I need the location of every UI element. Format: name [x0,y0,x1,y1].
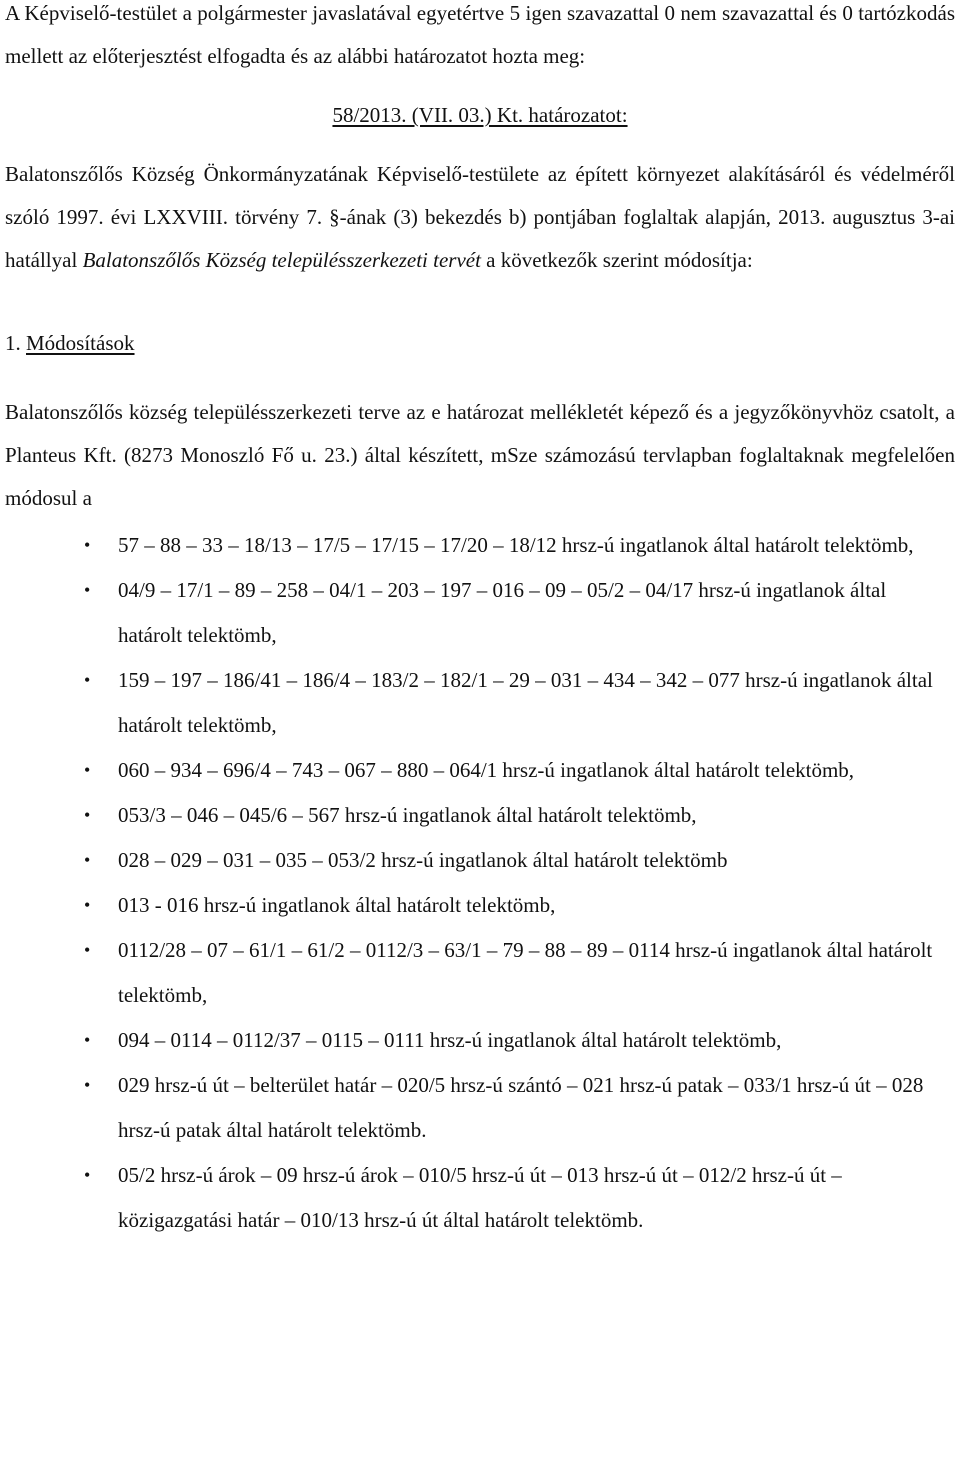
document-page [5,0,955,1243]
resolution-body-italic: Balatonszőlős Község településszerkezeti tervét [82,248,481,272]
list-item-text: 013 - 016 hrsz-ú ingatlanok által határolt telektömb, [118,893,556,917]
resolution-body-part2: a következők szerint módosítja: [480,248,753,272]
list-item [5,658,955,748]
bullet-icon: • [84,580,91,600]
bullet-icon: • [84,850,91,870]
bullet-icon: • [84,670,91,690]
bullet-icon: • [84,1030,91,1050]
bullet-icon: • [84,940,91,960]
list-item-text: 05/2 hrsz-ú árok – 09 hrsz-ú árok – 010/5 hrsz-ú út – 013 hrsz-ú út – 012/2 hrsz-ú út – közigazgatási határ – 010/13 hrsz-ú út által határolt telektömb. [118,1163,842,1232]
list-item [5,928,955,1018]
list-item [5,1153,955,1243]
list-item [5,883,955,928]
list-item-text: 094 – 0114 – 0112/37 – 0115 – 0111 hrsz-ú ingatlanok által határolt telektömb, [118,1028,782,1052]
list-item-text: 029 hrsz-ú út – belterület határ – 020/5 hrsz-ú szántó – 021 hrsz-ú patak – 033/1 hrsz-ú út – 028 hrsz-ú patak által határolt telektömb. [118,1073,924,1142]
bullet-icon: • [84,895,91,915]
list-item [5,1018,955,1063]
list-item [5,1063,955,1153]
list-item-text: 0112/28 – 07 – 61/1 – 61/2 – 0112/3 – 63/1 – 79 – 88 – 89 – 0114 hrsz-ú ingatlanok által határolt telektömb, [118,938,933,1007]
list-item-text: 57 – 88 – 33 – 18/13 – 17/5 – 17/15 – 17/20 – 18/12 hrsz-ú ingatlanok által határolt telektömb, [118,533,914,557]
list-item-text: 060 – 934 – 696/4 – 743 – 067 – 880 – 064/1 hrsz-ú ingatlanok által határolt telektömb, [118,758,855,782]
section-label: Módosítások [26,331,135,355]
list-item [5,568,955,658]
list-item-text: 159 – 197 – 186/41 – 186/4 – 183/2 – 182/1 – 29 – 031 – 434 – 342 – 077 hrsz-ú ingatlanok által határolt telektömb, [118,668,933,737]
intro-paragraph: A Képviselő-testület a polgármester javaslatával egyetértve 5 igen szavazattal 0 nem szavazattal és 0 tartózkodás mellett az előterjesztést elfogadta és az alábbi határozatot hozta meg: [5,1,955,68]
list-item [5,838,955,883]
list-item [5,523,955,568]
bullet-icon: • [84,760,91,780]
resolution-title: 58/2013. (VII. 03.) Kt. határozatot: [332,103,628,127]
section-number: 1. [5,331,21,355]
bullet-icon: • [84,1075,91,1095]
bullet-icon: • [84,1165,91,1185]
list-item-text: 028 – 029 – 031 – 035 – 053/2 hrsz-ú ingatlanok által határolt telektömb [118,848,728,872]
plot-list [5,523,955,1243]
bullet-icon: • [84,535,91,555]
section-heading [5,322,955,365]
resolution-body [5,153,955,282]
list-item [5,793,955,838]
bullet-icon: • [84,805,91,825]
resolution-body-part1: Balatonszőlős Község Önkormányzatának Képviselő-testülete az épített környezet alakításáról és védelméről szóló 1997. évi LXXVIII. törvény 7. §-ának (3) bekezdés b) pontjában foglaltak alapján, 2013. augusztus 3-ai hatállyal [5,162,955,272]
list-item-text: 04/9 – 17/1 – 89 – 258 – 04/1 – 203 – 197 – 016 – 09 – 05/2 – 04/17 hrsz-ú ingatlanok által határolt telektömb, [118,578,887,647]
list-item [5,748,955,793]
section-paragraph: Balatonszőlős község településszerkezeti terve az e határozat mellékletét képező és a jegyzőkönyvhöz csatolt, a Planteus Kft. (8273 Monoszló Fő u. 23.) által készített, mSze számozású tervlapban foglaltaknak megfelelően módosul a [5,400,955,510]
list-item-text: 053/3 – 046 – 045/6 – 567 hrsz-ú ingatlanok által határolt telektömb, [118,803,697,827]
